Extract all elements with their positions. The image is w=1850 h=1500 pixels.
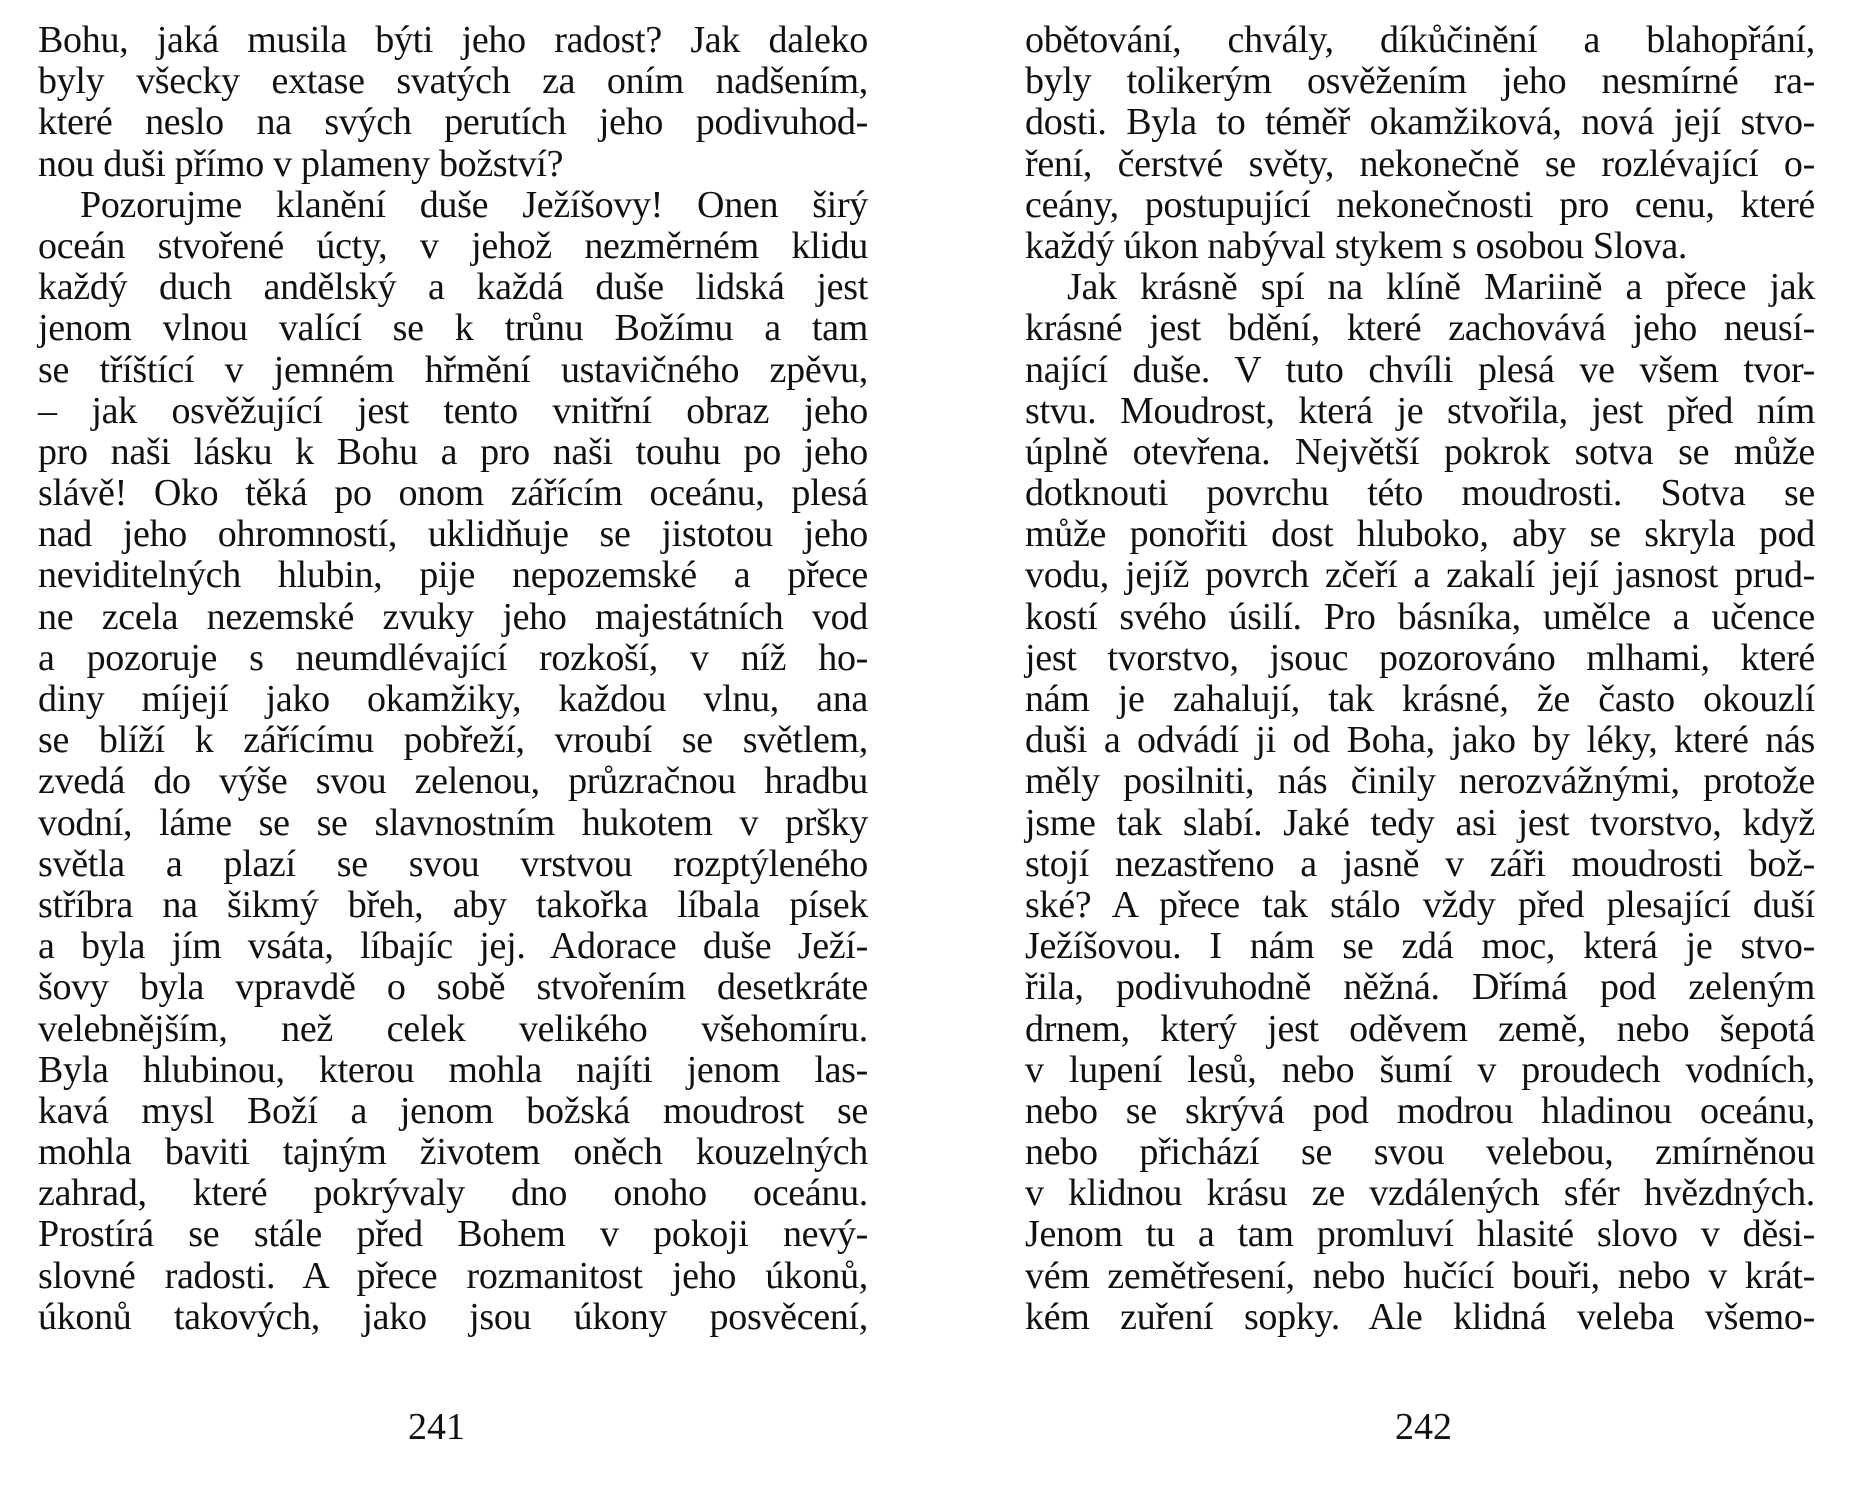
text-line: Jak krásně spí na klíně Mariině a přece jak — [1067, 266, 1815, 309]
text-line: dosti. Byla to téměř okamžiková, nová její stvo- — [1025, 101, 1815, 144]
text-line: obětování, chvály, díkůčinění a blahopřání, — [1025, 19, 1815, 61]
text-line: vém zemětřesení, nebo hučící bouři, nebo v krát- — [1025, 1254, 1815, 1297]
text-line: oceán stvořené úcty, v jehož nezměrném klidu — [38, 224, 868, 267]
text-line: nající duše. V tuto chvíli plesá ve všem tvor- — [1025, 348, 1815, 391]
text-line: ření, čerstvé světy, nekonečně se rozlévající o- — [1025, 142, 1815, 185]
text-line: nebo se skrývá pod modrou hladinou oceánu, — [1025, 1089, 1815, 1132]
text-line: diny míjejí jako okamžiky, každou vlnu, ana — [38, 678, 868, 720]
text-line: úplně otevřena. Největší pokrok sotva se může — [1025, 430, 1815, 473]
text-line: zahrad, které pokrývaly dno onoho oceánu. — [38, 1172, 868, 1215]
text-line: se blíží k zářícímu pobřeží, vroubí se světlem, — [38, 719, 868, 762]
text-line: zvedá do výše svou zelenou, průzračnou hradbu — [38, 760, 868, 803]
text-line: v lupení lesů, nebo šumí v proudech vodních, — [1025, 1048, 1815, 1091]
text-line: kém zuření sopky. Ale klidná veleba všemo- — [1025, 1295, 1815, 1338]
text-line: Ježíšovou. I nám se zdá moc, která je stvo- — [1025, 925, 1815, 968]
text-line: slávě! Oko těká po onom zářícím oceánu, plesá — [38, 472, 868, 515]
text-line: jest tvorstvo, jsouc pozorováno mlhami, které — [1025, 636, 1815, 679]
text-line: každý úkon nabýval stykem s osobou Slova. — [1025, 224, 1688, 267]
text-line: nou duši přímo v plameny božství? — [38, 142, 564, 185]
text-line: stříbra na šikmý břeh, aby takořka líbala písek — [38, 883, 868, 926]
text-line: každý duch andělský a každá duše lidská jest — [38, 266, 868, 309]
text-line: – jak osvěžující jest tento vnitřní obraz jeho — [38, 389, 868, 432]
text-line: Pozorujme klanění duše Ježíšovy! Onen širý — [80, 183, 868, 226]
page-number: 241 — [408, 1406, 465, 1448]
text-line: slovné radosti. A přece rozmanitost jeho úkonů, — [38, 1254, 868, 1297]
text-line: Bohu, jaká musila býti jeho radost? Jak daleko — [38, 19, 868, 61]
text-line: nad jeho ohromností, uklidňuje se jistotou jeho — [38, 513, 868, 556]
text-line: mohla baviti tajným životem oněch kouzelných — [38, 1131, 868, 1174]
text-line: neviditelných hlubin, pije nepozemské a přece — [38, 554, 868, 597]
text-line: řila, podivuhodně něžná. Dřímá pod zeleným — [1025, 966, 1815, 1009]
text-line: ceány, postupující nekonečnosti pro cenu, které — [1025, 183, 1815, 226]
text-line: úkonů takových, jako jsou úkony posvěcení, — [38, 1295, 868, 1338]
page-body — [38, 20, 868, 1338]
text-line: jenom vlnou valící se k trůnu Božímu a tam — [38, 307, 868, 350]
text-line: stojí nezastřeno a jasně v záři moudrosti bož- — [1025, 842, 1815, 885]
text-line: nám je zahalují, tak krásné, že často okouzlí — [1025, 678, 1815, 720]
text-line: kostí svého úsilí. Pro básníka, umělce a učence — [1025, 595, 1815, 638]
page-number: 242 — [1395, 1406, 1452, 1448]
text-line: krásné jest bdění, které zachovává jeho neusí- — [1025, 307, 1815, 350]
text-line: nebo přichází se svou velebou, zmírněnou — [1025, 1131, 1815, 1174]
page-right — [1025, 20, 1815, 1480]
text-line: a byla jím vsáta, líbajíc jej. Adorace duše Ježí- — [38, 925, 868, 968]
page-body — [1025, 20, 1815, 1338]
text-line: byly tolikerým osvěžením jeho nesmírné ra- — [1025, 60, 1815, 103]
text-line: ské? A přece tak stálo vždy před plesající duší — [1025, 883, 1815, 926]
text-line: dotknouti povrchu této moudrosti. Sotva se — [1025, 472, 1815, 515]
text-line: světla a plazí se svou vrstvou rozptýleného — [38, 842, 868, 885]
text-line: ne zcela nezemské zvuky jeho majestátních vod — [38, 595, 868, 638]
text-line: byly všecky extase svatých za oním nadšením, — [38, 60, 868, 103]
text-line: v klidnou krásu ze vzdálených sfér hvězdných. — [1025, 1172, 1815, 1215]
text-line: Prostírá se stále před Bohem v pokoji nevý- — [38, 1213, 868, 1256]
text-line: pro naši lásku k Bohu a pro naši touhu po jeho — [38, 430, 868, 473]
text-line: jsme tak slabí. Jaké tedy asi jest tvorstvo, když — [1025, 801, 1815, 844]
text-line: drnem, který jest oděvem země, nebo šepotá — [1025, 1007, 1815, 1050]
text-line: může ponořiti dost hluboko, aby se skryla pod — [1025, 513, 1815, 556]
text-line: které neslo na svých perutích jeho podivuhod- — [38, 101, 868, 144]
text-line: měly posilniti, nás činily nerozvážnými, protože — [1025, 760, 1815, 803]
page-left — [38, 20, 868, 1480]
text-line: velebnějším, než celek velikého všehomíru. — [38, 1007, 868, 1050]
text-line: a pozoruje s neumdlévající rozkoší, v níž ho- — [38, 636, 868, 679]
text-line: duši a odvádí ji od Boha, jako by léky, které nás — [1025, 719, 1815, 762]
text-line: Byla hlubinou, kterou mohla najíti jenom las- — [38, 1048, 868, 1091]
text-line: šovy byla vpravdě o sobě stvořením desetkráte — [38, 966, 868, 1009]
text-line: stvu. Moudrost, která je stvořila, jest před ním — [1025, 389, 1815, 432]
text-line: se tříštící v jemném hřmění ustavičného zpěvu, — [38, 348, 868, 391]
text-line: Jenom tu a tam promluví hlasité slovo v děsi- — [1025, 1213, 1815, 1256]
text-line: vodní, láme se se slavnostním hukotem v pršky — [38, 801, 868, 844]
text-line: vodu, jejíž povrch zčeří a zakalí její jasnost prud- — [1025, 554, 1815, 597]
text-line: kavá mysl Boží a jenom božská moudrost se — [38, 1089, 868, 1132]
